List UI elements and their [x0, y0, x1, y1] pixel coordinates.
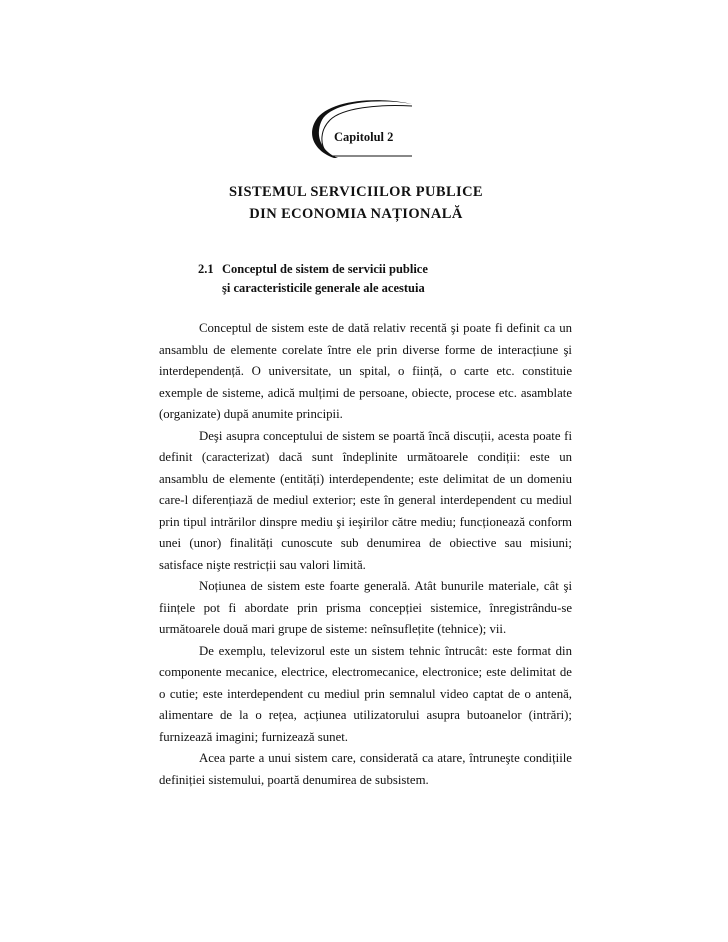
chapter-title-line2: DIN ECONOMIA NAȚIONALĂ: [249, 206, 463, 222]
paragraph: Noțiunea de sistem este foarte generală. Atât bunurile materiale, cât şi ființele pot fi abordate prin prisma concepției sistemice, înregistrându-se următoarele două mari grupe de sisteme: neînsuflețite (tehnice); vii.: [159, 579, 572, 636]
section-title-line2: şi caracteristicile generale ale acestuia: [222, 281, 425, 295]
chapter-label: Capitolul 2: [334, 130, 394, 144]
paragraph: Acea parte a unui sistem care, considerată ca atare, întruneşte condițiile definiției sistemului, poartă denumirea de subsistem.: [159, 751, 572, 787]
paragraph: Deşi asupra conceptului de sistem se poartă încă discuții, acesta poate fi definit (caracterizat) dacă sunt îndeplinite următoarele condiții: este un ansamblu de elemente (entități) interdependente; este delimitat de un domeniu care-l diferențiază de mediul exterior; este în general interdependent cu mediul prin tipul intrărilor dinspre mediu şi ieşirilor către mediu; funcționează conform unei (unor) finalități cunoscute sub denumirea de obiective sau misiuni; satisface nişte restricții sau valori limită.: [159, 428, 572, 572]
section-number: 2.1: [198, 262, 214, 276]
section-title-line1: Conceptul de sistem de servicii publice: [222, 262, 428, 276]
paragraph: De exemplu, televizorul este un sistem tehnic întrucât: este format din componente mecanice, electrice, electromecanice, electronice; este delimitat de o cutie; este interdependent cu mediul prin semnalul video captat de o antenă, alimentare de la o rețea, acțiunea utilizatorului asupra butoanelor (intrări); furnizează imagini; furnizează sunet.: [159, 643, 572, 744]
chapter-title-line1: SISTEMUL SERVICIILOR PUBLICE: [228, 184, 484, 200]
body-text: [159, 318, 572, 791]
paragraph: Conceptul de sistem este de dată relativ recentă şi poate fi definit ca un ansamblu de elemente corelate între ele prin diverse forme de interacțiune şi interdependență. O universitate, un spital, o ființă, o carte etc. constituie exemple de sisteme, adică mulțimi de persoane, obiecte, procese etc. asamblate (organizate) după anumite principii.: [159, 321, 572, 421]
chapter-badge: [308, 100, 420, 162]
